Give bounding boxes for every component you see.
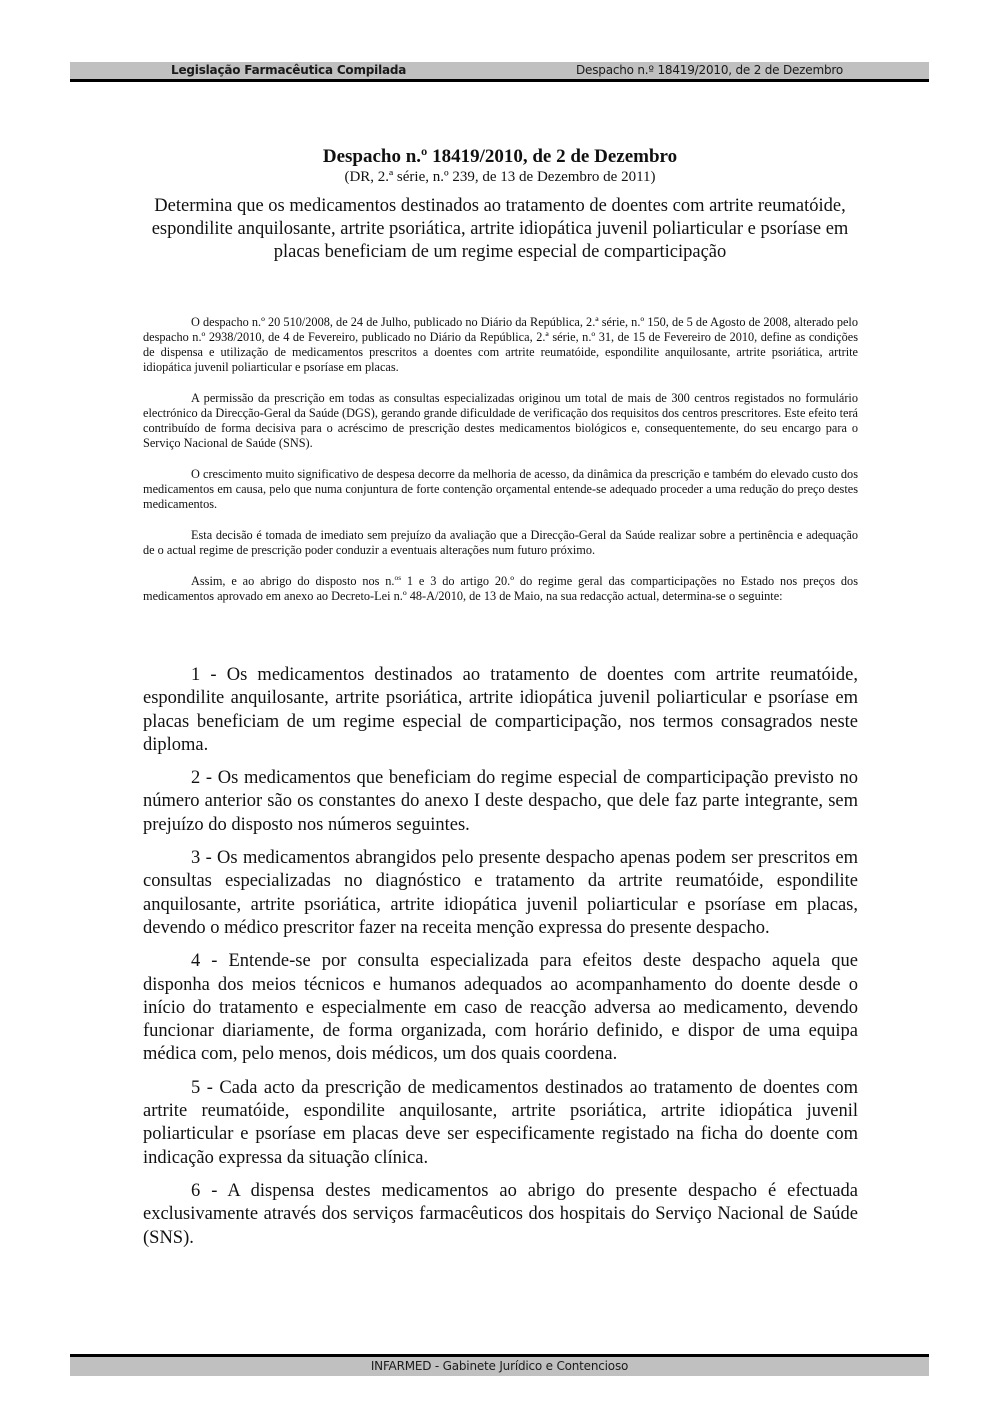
article-4: 4 - Entende-se por consulta especializada para efeitos deste despacho aquela que disponha dos meios técnicos e humanos adequados ao acompanhamento do doente desde o início do tratamento e especialmente em caso de reacção adversa ao medicamento, devendo funcionar diariamente, de forma organizada, com horário definido, e dispor de uma equipa médica com, pelo menos, dois médicos, um dos quais coordena.	[143, 951, 858, 1065]
article-2: 2 - Os medicamentos que beneficiam do regime especial de comparticipação previsto no número anterior são os constantes do anexo I deste despacho, que dele faz parte integrante, sem prejuízo do disposto nos números seguintes.	[143, 768, 858, 835]
preamble-text: Assim, e ao abrigo do disposto nos n.	[191, 574, 395, 588]
page-header	[70, 62, 929, 82]
preamble-paragraph: O despacho n.º 20 510/2008, de 24 de Julho, publicado no Diário da República, 2.ª série, n.º 150, de 5 de Agosto de 2008, alterado pelo despacho n.º 2938/2010, de 4 de Fevereiro, publicado no Diário da República, 2.ª série, n.º 31, de 15 de Fevereiro de 2010, define as condições de dispensa e utilização de medicamentos prescritos a doentes com artrite reumatóide, espondilite anquilosante, artrite psoriática, artrite idiopática juvenil poliarticular e psoríase em placas.	[143, 315, 858, 374]
article-5: 5 - Cada acto da prescrição de medicamentos destinados ao tratamento de doentes com artrite reumatóide, espondilite anquilosante, artrite psoriática, artrite idiopática juvenil poliarticular e psoríase em placas deve ser especificamente registado na ficha do doente com indicação expressa da situação clínica.	[143, 1077, 858, 1168]
superscript-os: os	[394, 572, 402, 582]
header-collection-title: Legislação Farmacêutica Compilada	[171, 63, 407, 77]
preamble-paragraph: Esta decisão é tomada de imediato sem prejuízo da avaliação que a Direcção-Geral da Saúde realizar sobre a pertinência e adequação de o actual regime de prescrição poder conduzir a eventuais alterações num futuro próximo.	[143, 528, 858, 557]
articles	[143, 664, 858, 1260]
preamble-paragraph: O crescimento muito significativo de despesa decorre da melhoria de acesso, da dinâmica da prescrição e também do elevado custo dos medicamentos em causa, pelo que numa conjuntura de forte contenção orçamental entende-se adequado proceder a uma redução do preço destes medicamentos.	[143, 467, 858, 511]
header-document-reference: Despacho n.º 18419/2010, de 2 de Dezembro	[576, 63, 843, 77]
article-1: 1 - Os medicamentos destinados ao tratamento de doentes com artrite reumatóide, espondilite anquilosante, artrite psoriática, artrite idiopática juvenil poliarticular e psoríase em placas beneficiam de um regime especial de comparticipação, nos termos consagrados neste diploma.	[143, 665, 858, 755]
preamble-paragraph: A permissão da prescrição em todas as consultas especializadas originou um total de mais de 300 centros registados no formulário electrónico da Direcção-Geral da Saúde (DGS), gerando grande dificuldade de verificação dos requisitos dos centros prescritores. Este efeito terá contribuído de forma decisiva para o acréscimo de prescrição destes medicamentos biológicos e, consequentemente, do seu encargo para o Serviço Nacional de Saúde (SNS).	[143, 391, 858, 450]
footer-text: INFARMED - Gabinete Jurídico e Contencioso	[370, 1359, 629, 1373]
document-title: Despacho n.º 18419/2010, de 2 de Dezembro	[322, 146, 678, 167]
article-3: 3 - Os medicamentos abrangidos pelo presente despacho apenas podem ser prescritos em consultas especializadas no diagnóstico e tratamento da artrite reumatóide, espondilite anquilosante, artrite psoriática, artrite idiopática juvenil poliarticular e psoríase em placas, devendo o médico prescritor fazer na receita menção expressa do presente despacho.	[143, 848, 858, 938]
preamble-paragraph	[143, 574, 858, 604]
preamble-text: 1 e 3 do artigo 20.º do regime geral das comparticipações no Estado nos preços dos medicamentos aprovado em anexo ao Decreto-Lei n.º 48-A/2010, de 13 de Maio, na sua redacção actual, determina-se o seguinte:	[143, 574, 858, 603]
document-source: (DR, 2.ª série, n.º 239, de 13 de Dezembro de 2011)	[344, 169, 656, 185]
article-6: 6 - A dispensa destes medicamentos ao abrigo do presente despacho é efectuada exclusivamente através dos serviços farmacêuticos dos hospitais do Serviço Nacional de Saúde (SNS).	[143, 1180, 858, 1248]
document-summary: Determina que os medicamentos destinados ao tratamento de doentes com artrite reumatóide, espondilite anquilosante, artrite psoriática, artrite idiopática juvenil poliarticular e psoríase em placas beneficiam de um regime especial de comparticipação	[151, 196, 849, 262]
page-footer	[70, 1354, 929, 1376]
title-block	[140, 146, 860, 264]
preamble	[143, 315, 858, 620]
